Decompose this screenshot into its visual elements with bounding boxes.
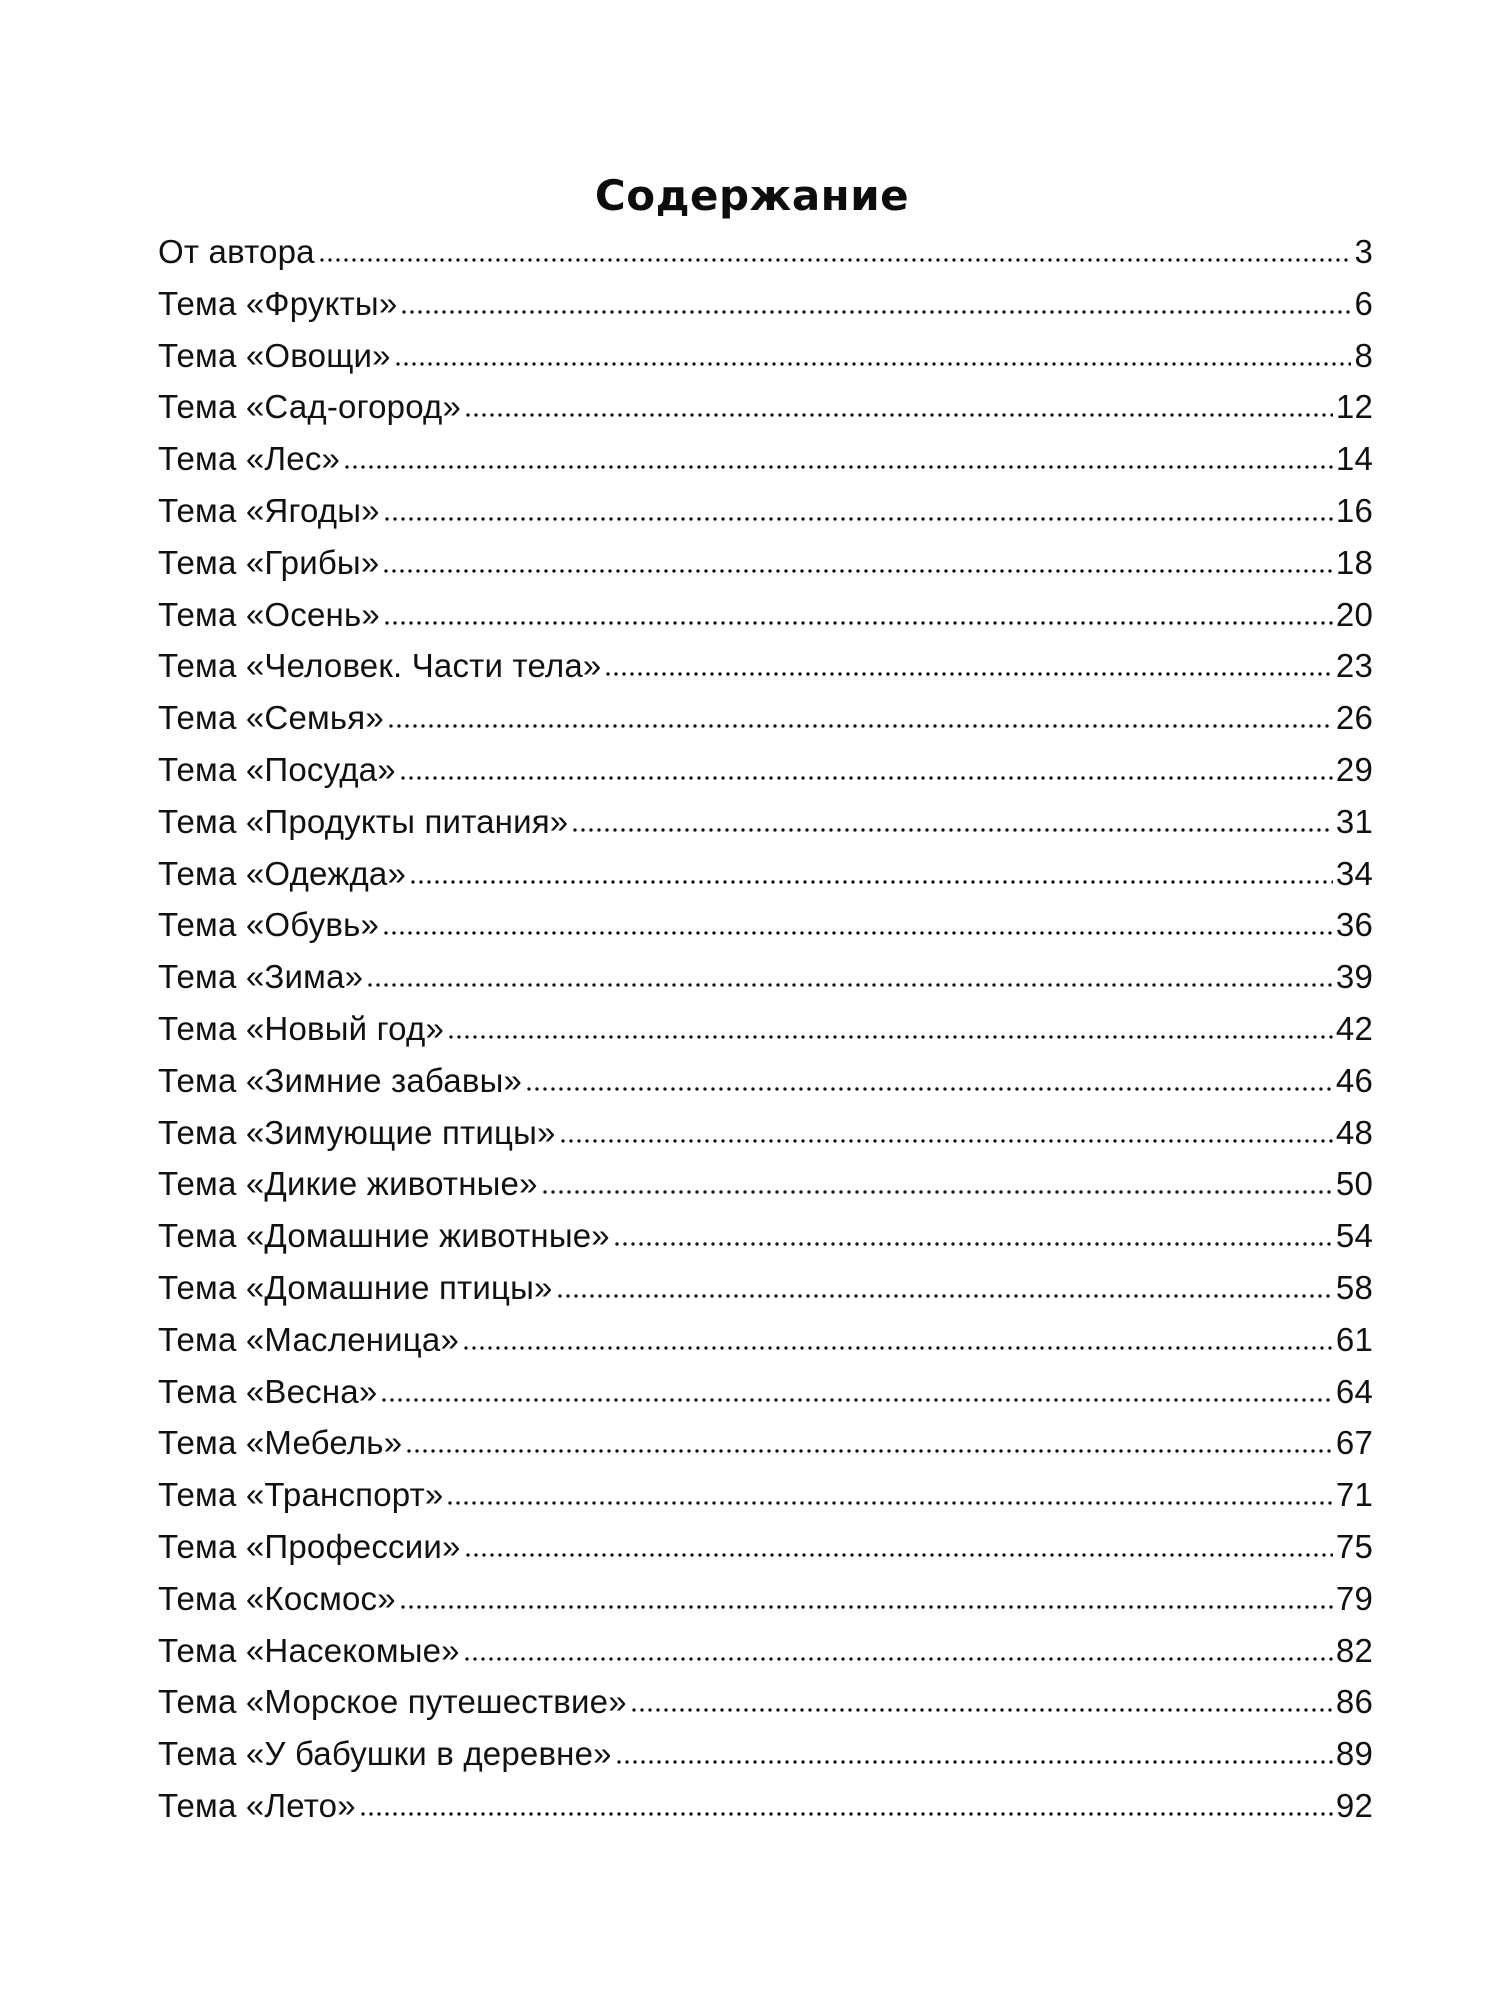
dot-leader <box>399 776 1333 780</box>
toc-entry-label: Тема «Продукты питания» <box>158 802 569 840</box>
toc-entry-page-number: 89 <box>1335 1735 1373 1773</box>
toc-entry <box>158 848 1373 900</box>
toc-entry-label: Тема «Человек. Части тела» <box>158 647 602 685</box>
toc-entry-label: Тема «Космос» <box>158 1579 396 1617</box>
toc-entry <box>158 1366 1373 1418</box>
dot-leader <box>463 1657 1333 1661</box>
toc-entry <box>158 1469 1373 1521</box>
toc-entry-label: Тема «Посуда» <box>158 750 396 788</box>
toc-entry-label: Тема «Обувь» <box>158 906 380 944</box>
toc-entry-label: Тема «Мебель» <box>158 1424 403 1462</box>
toc-entry-page-number: 26 <box>1335 699 1373 737</box>
toc-entry-label: От автора <box>158 233 315 270</box>
toc-entry-page-number: 86 <box>1335 1683 1373 1721</box>
toc-entry-page-number: 8 <box>1354 336 1373 374</box>
page-title: Содержание <box>594 171 910 221</box>
toc-entry <box>158 692 1373 744</box>
toc-entry-page-number: 34 <box>1335 854 1373 892</box>
toc-entry-label: Тема «Зимующие птицы» <box>158 1113 556 1151</box>
toc-entry-page-number: 79 <box>1335 1579 1373 1617</box>
toc-entry <box>158 330 1373 382</box>
table-of-contents <box>158 226 1373 1832</box>
toc-entry-label: Тема «Зимние забавы» <box>158 1061 523 1099</box>
toc-entry-label: Тема «Одежда» <box>158 854 407 892</box>
toc-entry <box>158 796 1373 848</box>
toc-entry <box>158 1625 1373 1677</box>
toc-entry <box>158 1107 1373 1159</box>
toc-entry-page-number: 75 <box>1335 1527 1373 1565</box>
dot-leader <box>447 1035 1333 1039</box>
toc-entry-page-number: 58 <box>1335 1268 1373 1306</box>
toc-entry <box>158 1210 1373 1262</box>
dot-leader <box>383 621 1333 625</box>
toc-entry <box>158 1573 1373 1625</box>
toc-entry <box>158 485 1373 537</box>
toc-entry-page-number: 36 <box>1335 906 1373 944</box>
toc-entry-label: Тема «Грибы» <box>158 543 380 581</box>
toc-entry-page-number: 23 <box>1335 647 1373 685</box>
toc-entry-page-number: 16 <box>1335 491 1373 529</box>
toc-entry-page-number: 54 <box>1335 1217 1373 1255</box>
toc-entry-page-number: 6 <box>1354 284 1373 322</box>
dot-leader <box>383 517 1333 521</box>
toc-entry-label: Тема «Зима» <box>158 958 364 996</box>
dot-leader <box>382 931 1333 935</box>
toc-entry-page-number: 14 <box>1335 440 1373 478</box>
dot-leader <box>446 1501 1332 1505</box>
toc-entry-page-number: 31 <box>1335 802 1373 840</box>
toc-entry <box>158 1417 1373 1469</box>
toc-entry-page-number: 82 <box>1335 1631 1373 1669</box>
toc-entry-label: Тема «Весна» <box>158 1372 378 1410</box>
dot-leader <box>604 672 1332 676</box>
toc-entry-page-number: 18 <box>1335 543 1373 581</box>
toc-entry-label: Тема «Профессии» <box>158 1527 461 1565</box>
toc-entry-page-number: 48 <box>1335 1113 1373 1151</box>
toc-entry-label: Тема «Транспорт» <box>158 1476 444 1514</box>
dot-leader <box>462 1346 1333 1350</box>
toc-entry <box>158 951 1373 1003</box>
dot-leader <box>541 1190 1333 1194</box>
toc-entry-label: Тема «Лето» <box>158 1786 356 1824</box>
dot-leader <box>571 828 1333 832</box>
toc-entry-label: Тема «Семья» <box>158 699 384 737</box>
toc-entry-page-number: 12 <box>1335 388 1373 426</box>
dot-leader <box>380 1398 1332 1402</box>
toc-entry <box>158 589 1373 641</box>
toc-entry-label: Тема «Сад-огород» <box>158 388 462 426</box>
toc-entry-label: Тема «Домашние животные» <box>158 1217 610 1255</box>
dot-leader <box>405 1449 1333 1453</box>
toc-entry-page-number: 3 <box>1354 233 1373 270</box>
toc-entry-page-number: 42 <box>1335 1009 1373 1047</box>
dot-leader <box>464 413 1333 417</box>
toc-entry <box>158 1262 1373 1314</box>
toc-entry <box>158 278 1373 330</box>
toc-entry-label: Тема «Ягоды» <box>158 491 380 529</box>
toc-entry-label: Тема «Фрукты» <box>158 284 398 322</box>
dot-leader <box>556 1294 1333 1298</box>
toc-entry-page-number: 50 <box>1335 1165 1373 1203</box>
toc-entry <box>158 537 1373 589</box>
toc-entry <box>158 1003 1373 1055</box>
toc-entry-page-number: 67 <box>1335 1424 1373 1462</box>
dot-leader <box>318 258 1352 262</box>
dot-leader <box>366 983 1333 987</box>
dot-leader <box>464 1553 1333 1557</box>
toc-entry <box>158 1055 1373 1107</box>
toc-entry-label: Тема «Дикие животные» <box>158 1165 538 1203</box>
toc-entry-page-number: 64 <box>1335 1372 1373 1410</box>
toc-entry <box>158 1780 1373 1832</box>
toc-entry-label: Тема «Морское путешествие» <box>158 1683 627 1721</box>
toc-entry-label: Тема «Насекомые» <box>158 1631 460 1669</box>
toc-entry <box>158 1676 1373 1728</box>
toc-entry-page-number: 92 <box>1335 1786 1373 1824</box>
toc-entry-page-number: 61 <box>1335 1320 1373 1358</box>
dot-leader <box>409 880 1333 884</box>
toc-entry <box>158 744 1373 796</box>
dot-leader <box>613 1242 1333 1246</box>
toc-entry-page-number: 29 <box>1335 750 1373 788</box>
toc-entry-label: Тема «Овощи» <box>158 336 391 374</box>
toc-entry-page-number: 71 <box>1335 1476 1373 1514</box>
toc-entry-label: Тема «Домашние птицы» <box>158 1268 553 1306</box>
toc-entry-page-number: 46 <box>1335 1061 1373 1099</box>
toc-entry <box>158 1314 1373 1366</box>
toc-entry <box>158 640 1373 692</box>
dot-leader <box>525 1087 1333 1091</box>
dot-leader <box>559 1139 1333 1143</box>
toc-entry <box>158 381 1373 433</box>
toc-entry-page-number: 20 <box>1335 595 1373 633</box>
toc-entry <box>158 1728 1373 1780</box>
dot-leader <box>394 362 1352 366</box>
dot-leader <box>387 724 1333 728</box>
dot-leader <box>399 1605 1333 1609</box>
toc-entry <box>158 899 1373 951</box>
toc-entry-label: Тема «У бабушки в деревне» <box>158 1735 612 1773</box>
dot-leader <box>359 1812 1333 1816</box>
toc-entry-label: Тема «Новый год» <box>158 1009 445 1047</box>
dot-leader <box>382 569 1332 573</box>
dot-leader <box>343 465 1333 469</box>
toc-entry <box>158 1158 1373 1210</box>
toc-entry <box>158 226 1373 278</box>
toc-entry <box>158 1521 1373 1573</box>
toc-entry-label: Тема «Осень» <box>158 595 380 633</box>
toc-entry <box>158 433 1373 485</box>
dot-leader <box>615 1760 1333 1764</box>
toc-entry-label: Тема «Масленица» <box>158 1320 460 1358</box>
toc-entry-label: Тема «Лес» <box>158 440 341 478</box>
dot-leader <box>630 1708 1333 1712</box>
toc-entry-page-number: 39 <box>1335 958 1373 996</box>
dot-leader <box>400 310 1351 314</box>
